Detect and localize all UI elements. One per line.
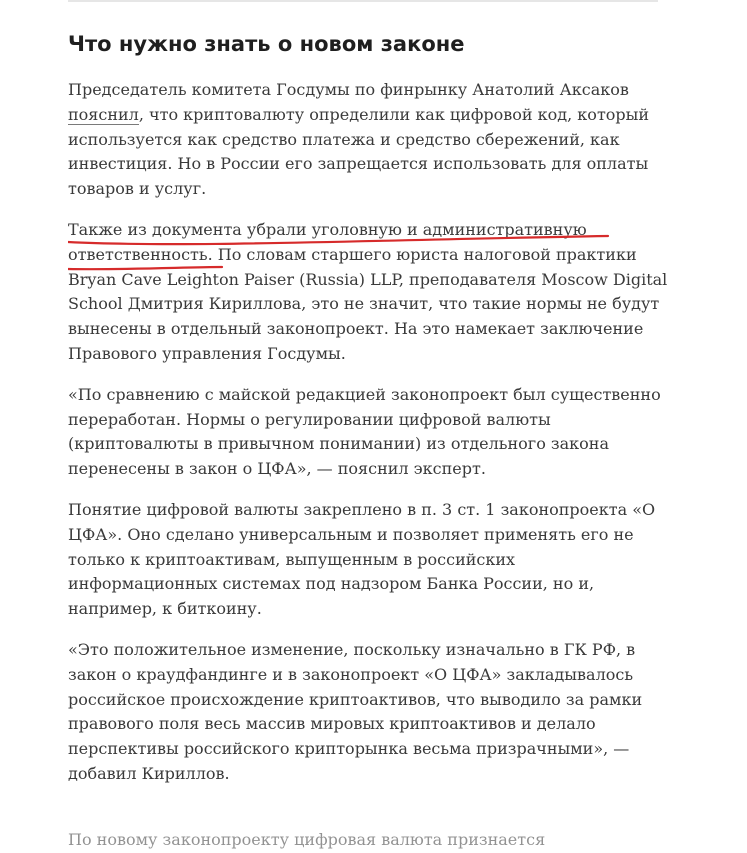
paragraph-3: «По сравнению с майской редакцией законопроект был существенно переработан. Нормы о регулировании цифровой валюты (криптовалюты в привычном понимании) из отдельного закона перенесены в закон о ЦФА», — пояснил эксперт. bbox=[68, 384, 661, 479]
highlighted-sentence: Также из документа убрали уголовную и административную ответственность. bbox=[68, 219, 587, 264]
paragraph-1-text-start: Председатель комитета Госдумы по финрынку Анатолий Аксаков bbox=[68, 80, 629, 99]
paragraph-1 bbox=[68, 78, 668, 202]
article-body bbox=[68, 30, 668, 803]
top-divider bbox=[68, 0, 658, 2]
paragraph-6-partial: По новому законопроекту цифровая валюта признается bbox=[68, 830, 546, 849]
paragraph-4: Понятие цифровой валюты закреплено в п. 3 ст. 1 законопроекта «О ЦФА». Оно сделано универсальным и позволяет применять его не только к криптоактивам, выпущенным в российских информационных системах под надзором Банка России, но и, например, к биткоину. bbox=[68, 499, 656, 619]
section-heading: Что нужно знать о новом законе bbox=[68, 32, 465, 56]
paragraph-2-text-rest: По словам старшего юриста налоговой практики Bryan Cave Leighton Paiser (Russia) LLP, преподавателя Moscow Digital School Дмитрия Кириллова, это не значит, что такие нормы не будут вынесены в отдельный законопроект. На это намекает заключение Правового управления Госдумы. bbox=[68, 244, 668, 363]
paragraph-1-text-end: , что криптовалюту определили как цифровой код, который используется как средство платежа и средство сбережений, как инвестиция. Но в России его запрещается использовать для оплаты товаров и услуг. bbox=[68, 104, 650, 199]
paragraph-5: «Это положительное изменение, поскольку изначально в ГК РФ, в закон о краудфандинге и в законопроект «О ЦФА» закладывалось российское происхождение криптоактивов, что выводило за рамки правового поля весь массив мировых криптоактивов и делало перспективы российского крипторынка весьма призрачными», — добавил Кириллов. bbox=[68, 639, 643, 783]
explained-link[interactable]: пояснил bbox=[68, 104, 139, 124]
paragraph-2 bbox=[68, 218, 668, 367]
